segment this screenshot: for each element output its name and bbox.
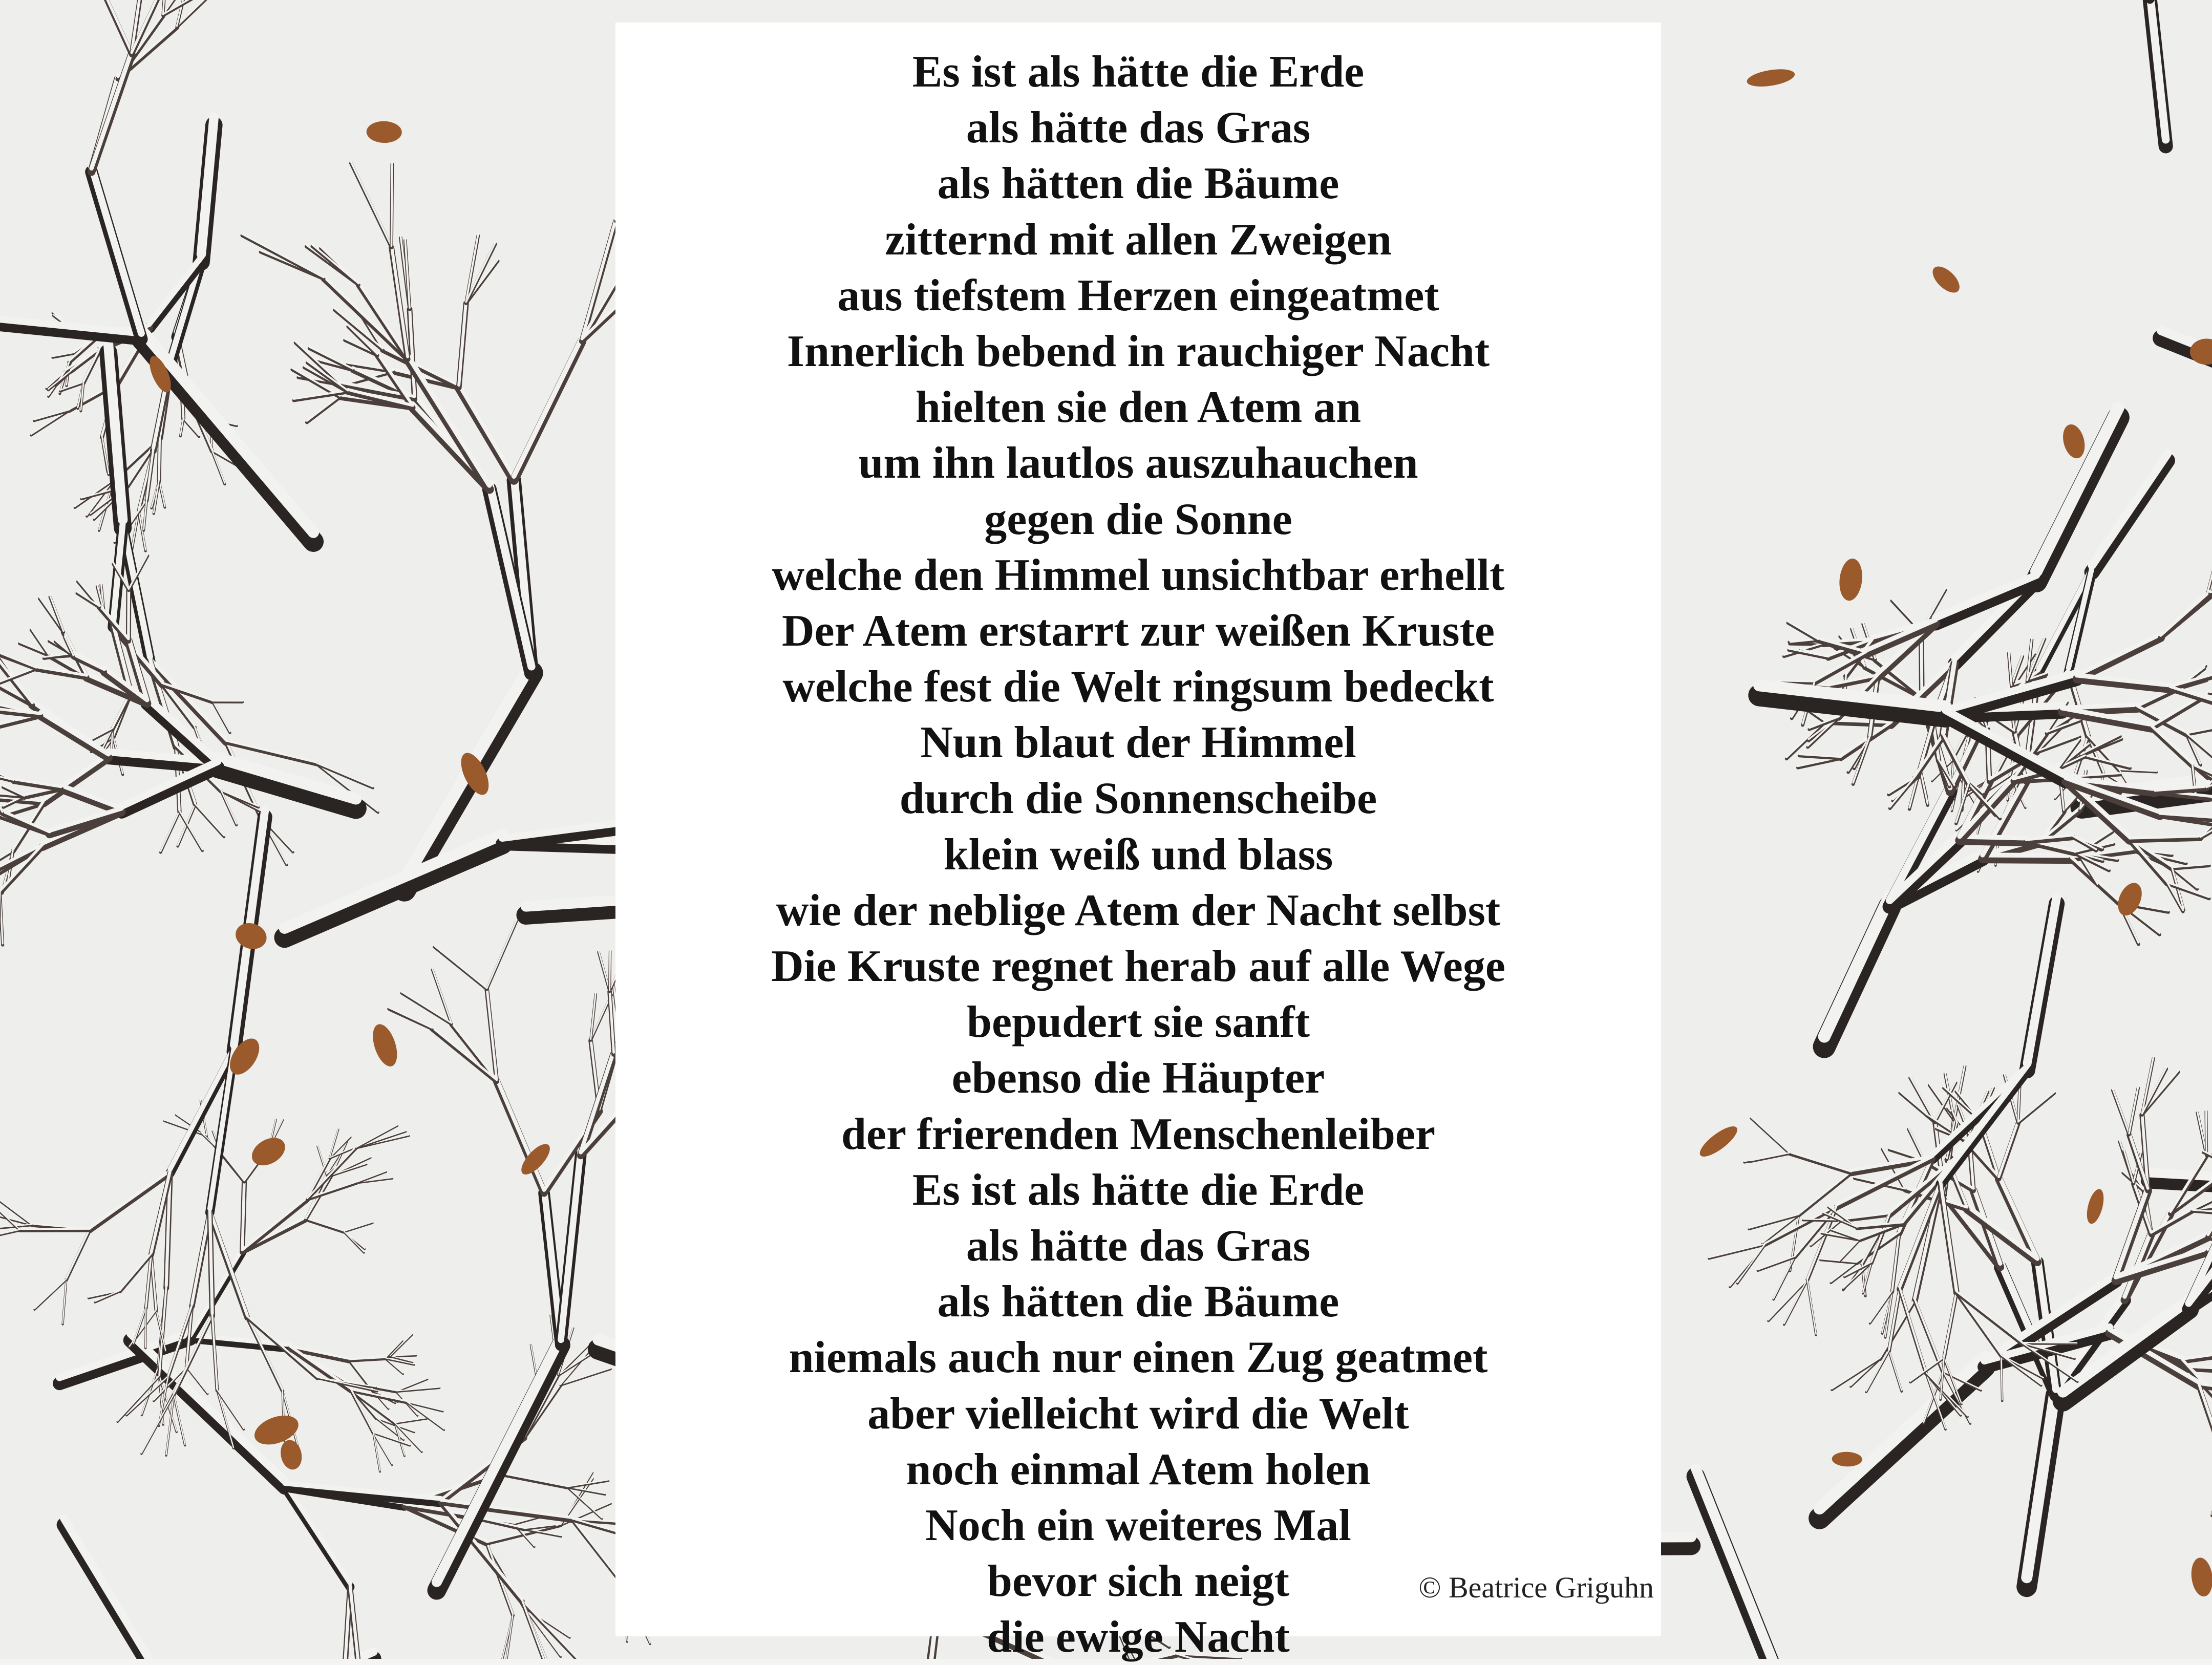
poem-panel — [615, 23, 1661, 1636]
poem-line: Der Atem erstarrt zur weißen Kruste — [615, 603, 1661, 659]
poem-line: der frierenden Menschenleiber — [615, 1106, 1661, 1162]
poem-line: Innerlich bebend in rauchiger Nacht — [615, 324, 1661, 379]
copyright-notice: © Beatrice Griguhn — [1418, 1570, 1654, 1605]
poem-line: als hätten die Bäume — [615, 1274, 1661, 1330]
poem-line: aus tiefstem Herzen eingeatmet — [615, 268, 1661, 324]
poem-line: bepudert sie sanft — [615, 994, 1661, 1050]
poem-line: Noch ein weiteres Mal — [615, 1498, 1661, 1553]
poem-text — [615, 44, 1661, 1665]
poem-line: niemals auch nur einen Zug geatmet — [615, 1330, 1661, 1385]
poem-line: noch einmal Atem holen — [615, 1442, 1661, 1498]
poem-line: welche fest die Welt ringsum bedeckt — [615, 659, 1661, 715]
poem-line: welche den Himmel unsichtbar erhellt — [615, 547, 1661, 603]
poem-line: ebenso die Häupter — [615, 1050, 1661, 1106]
poem-line: durch die Sonnenscheibe — [615, 771, 1661, 826]
poem-line: Es ist als hätte die Erde — [615, 1162, 1661, 1218]
poem-line: Die Kruste regnet herab auf alle Wege — [615, 938, 1661, 994]
poem-line: aber vielleicht wird die Welt — [615, 1386, 1661, 1442]
poem-line: bevor sich neigt — [615, 1553, 1661, 1609]
poem-line: Es ist als hätte die Erde — [615, 44, 1661, 100]
poem-line: als hätte das Gras — [615, 1218, 1661, 1274]
poem-line: als hätten die Bäume — [615, 156, 1661, 211]
poem-line: Nun blaut der Himmel — [615, 715, 1661, 771]
poem-line: die ewige Nacht — [615, 1609, 1661, 1665]
poem-line: als hätte das Gras — [615, 100, 1661, 156]
poem-line: zitternd mit allen Zweigen — [615, 212, 1661, 268]
poem-line: um ihn lautlos auszuhauchen — [615, 435, 1661, 491]
poem-line: gegen die Sonne — [615, 492, 1661, 547]
poem-line: hielten sie den Atem an — [615, 379, 1661, 435]
poem-line: wie der neblige Atem der Nacht selbst — [615, 883, 1661, 938]
poem-line: klein weiß und blass — [615, 827, 1661, 883]
